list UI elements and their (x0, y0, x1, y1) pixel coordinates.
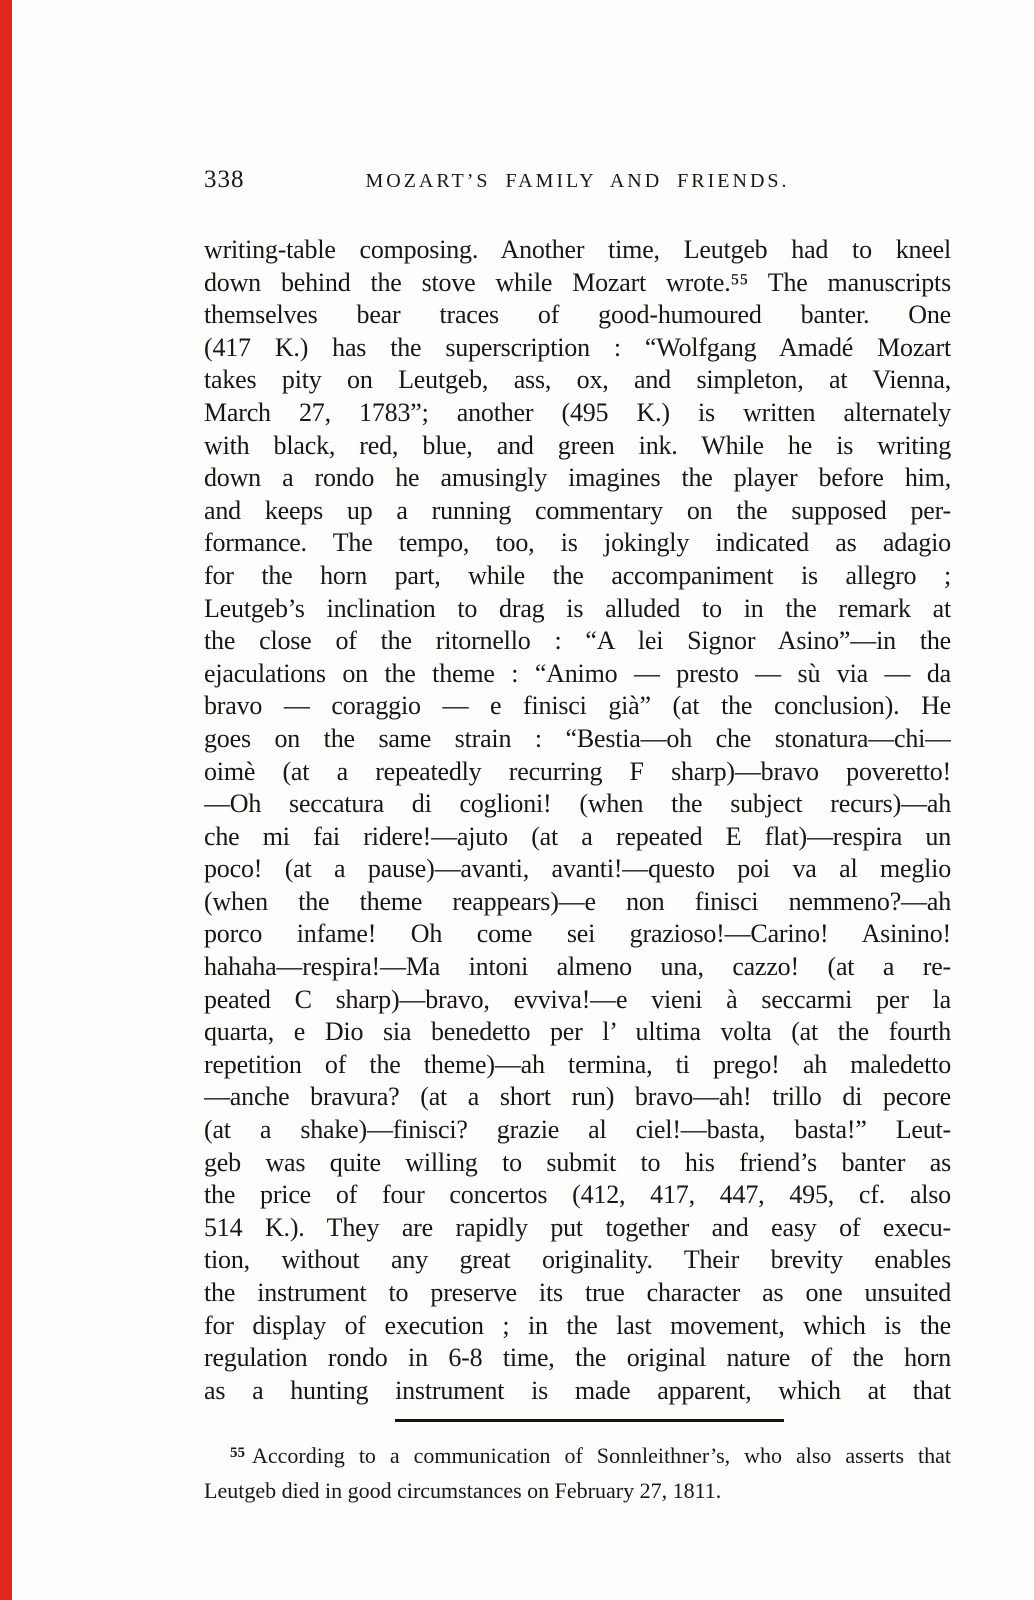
running-header: MOZART’S FAMILY AND FRIENDS. (365, 170, 790, 192)
text-line: (when the theme reappears)—e non finisci nemmeno?—ah (204, 886, 951, 916)
text-line: geb was quite willing to submit to his friend’s banter as (204, 1147, 951, 1177)
text-line: oimè (at a repeatedly recurring F sharp)—bravo poveretto! (204, 756, 951, 786)
text-line: ejaculations on the theme : “Animo — presto — sù via — da (204, 658, 951, 688)
page-number: 338 (204, 166, 245, 193)
text-line: down a rondo he amusingly imagines the player before him, (204, 463, 951, 493)
text-line: themselves bear traces of good-humoured banter. One (204, 300, 951, 330)
text-line: bravo — coraggio — e finisci già” (at the conclusion). He (204, 691, 951, 721)
text-line: and keeps up a running commentary on the supposed per- (204, 495, 951, 525)
footnote-line (204, 1436, 951, 1474)
text-line: peated C sharp)—bravo, evviva!—e vieni à seccarmi per la (204, 984, 951, 1014)
text-line: writing-table composing. Another time, Leutgeb had to kneel (204, 235, 951, 264)
text-line: formance. The tempo, too, is jokingly indicated as adagio (204, 528, 951, 558)
text-line: goes on the same strain : “Bestia—oh che stonatura—chi— (204, 723, 951, 753)
text-line: for the horn part, while the accompaniment is allegro ; (204, 560, 951, 590)
footnote-text: According to a communication of Sonnleithner’s, who also asserts that (252, 1443, 951, 1468)
text-line: tion, without any great originality. Their brevity enables (204, 1245, 951, 1275)
text-line: the instrument to preserve its true character as one unsuited (204, 1278, 951, 1307)
text-line: —Oh seccatura di coglioni! (when the subject recurs)—ah (204, 789, 951, 819)
footnote-divider-rule (395, 1419, 784, 1422)
body-text (204, 234, 951, 1407)
text-line: 514 K.). They are rapidly put together and easy of execu- (204, 1212, 951, 1242)
text-line: (at a shake)—finisci? grazie al ciel!—basta, basta!” Leut- (204, 1115, 951, 1145)
text-line: repetition of the theme)—ah termina, ti prego! ah maledetto (204, 1049, 951, 1079)
footnote (204, 1436, 951, 1508)
footnote-line: Leutgeb died in good circumstances on February 27, 1811. (204, 1477, 722, 1503)
text-line: takes pity on Leutgeb, ass, ox, and simpleton, at Vienna, (204, 365, 951, 395)
text-line: porco infame! Oh come sei grazioso!—Carino! Asinino! (204, 919, 951, 949)
text-line: with black, red, blue, and green ink. While he is writing (204, 430, 951, 460)
text-line: for display of execution ; in the last movement, which is the (204, 1310, 951, 1340)
text-line: Leutgeb’s inclination to drag is alluded to in the remark at (204, 593, 951, 623)
text-line: che mi fai ridere!—ajuto (at a repeated E flat)—respira un (204, 821, 951, 851)
binding-edge-strip (0, 0, 12, 1600)
text-line: the price of four concertos (412, 417, 447, 495, cf. also (204, 1180, 951, 1210)
text-line: hahaha—respira!—Ma intoni almeno una, cazzo! (at a re- (204, 952, 951, 982)
text-line: regulation rondo in 6-8 time, the original nature of the horn (204, 1343, 951, 1373)
text-line: poco! (at a pause)—avanti, avanti!—questo poi va al meglio (204, 854, 951, 884)
text-line: (417 K.) has the superscription : “Wolfgang Amadé Mozart (204, 332, 951, 362)
text-line: as a hunting instrument is made apparent, which at that (204, 1375, 951, 1405)
text-line: the close of the ritornello : “A lei Signor Asino”—in the (204, 626, 951, 656)
text-line: down behind the stove while Mozart wrote.⁵⁵ The manuscripts (204, 267, 951, 297)
text-line: quarta, e Dio sia benedetto per l’ ultima volta (at the fourth (204, 1017, 951, 1047)
footnote-marker: 55 (230, 1445, 245, 1461)
text-line: March 27, 1783”; another (495 K.) is written alternately (204, 397, 951, 427)
text-line: —anche bravura? (at a short run) bravo—ah! trillo di pecore (204, 1082, 951, 1112)
